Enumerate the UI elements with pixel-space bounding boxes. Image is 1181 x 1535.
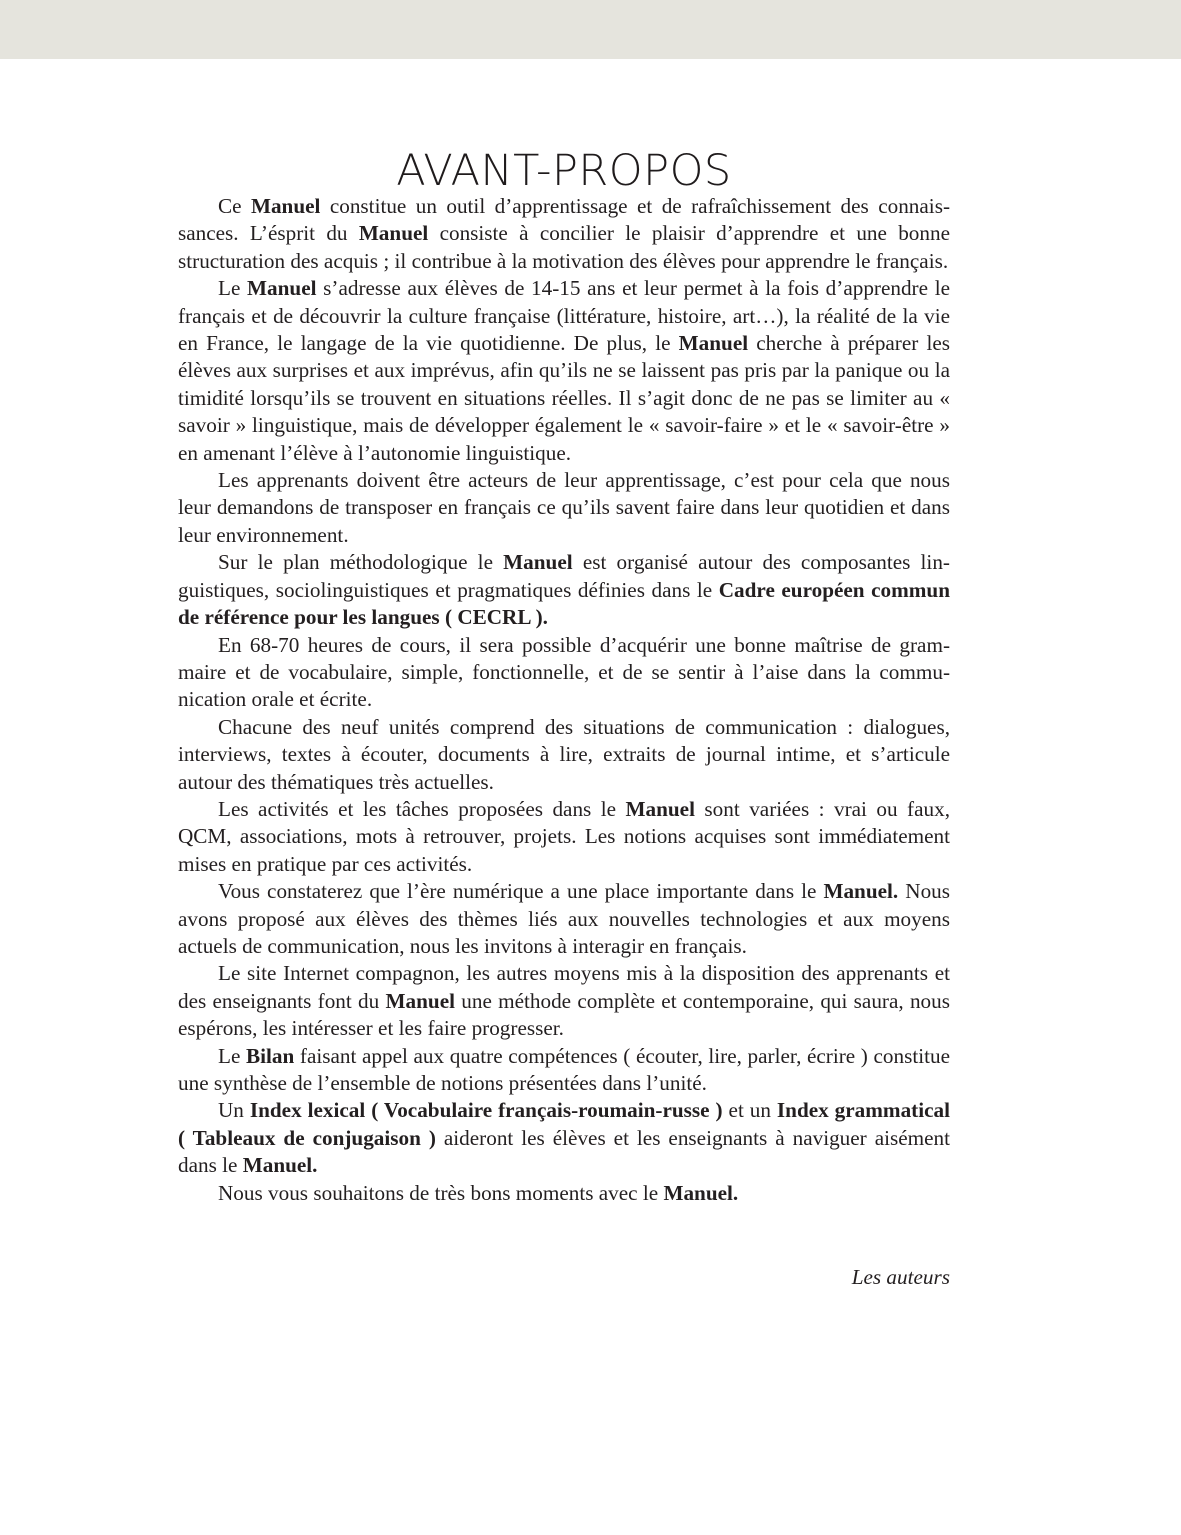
signature: Les auteurs — [851, 1265, 950, 1289]
bold-term: Index grammatical ( Tableaux de conjugaison ) — [178, 1098, 950, 1150]
text-run: Sur le plan méthodologique le — [218, 550, 504, 575]
text-run: Le — [218, 1043, 246, 1068]
bold-term: Manuel — [503, 550, 573, 575]
text-run: s’adresse aux élèves de 14-15 ans et leur permet à la fois d’apprendre le français et de découvrir la culture française (littérature, histoire, art…), la réalité de la vie en France, le langage de la vie quotidienne. De plus, le — [178, 276, 950, 356]
foreword-paragraph — [178, 796, 950, 878]
text-run: est organisé autour des composantes linguistiques, sociolinguistiques et pragmatiques définies dans le — [178, 550, 950, 602]
text-run: Chacune des neuf unités comprend des situations de communication : dialogues, interviews, textes à écouter, documents à lire, extraits de journal intime, et s’articule autour des thématiques très actuelles. — [178, 714, 950, 794]
foreword-paragraph — [178, 1180, 950, 1207]
text-run: Nous vous souhaitons de très bons moments avec le — [218, 1180, 664, 1205]
foreword-paragraph — [178, 467, 950, 549]
text-run: consiste à concilier le plaisir d’apprendre et une bonne structuration des acquis ; il contribue à la motivation des élèves pour apprendre le français. — [178, 221, 950, 273]
bold-term: Manuel. — [242, 1153, 318, 1178]
foreword-paragraph — [178, 878, 950, 960]
foreword-paragraph — [178, 1043, 950, 1098]
page-title: AVANT-PROPOS — [396, 145, 732, 196]
bold-term: Manuel — [678, 331, 749, 356]
bold-term: Cadre européen commun de référence pour les langues ( CECRL ). — [178, 577, 950, 630]
text-run: Les apprenants doivent être acteurs de leur apprentissage, c’est pour cela que nous leur demandons de transposer en français ce qu’ils savent faire dans leur quotidien et dans leur environnement. — [178, 468, 950, 547]
text-run: Le — [218, 276, 248, 301]
top-band — [0, 0, 1181, 59]
bold-term: Bilan — [245, 1043, 295, 1068]
foreword-paragraph — [178, 275, 950, 467]
text-run: Les activités et les tâches proposées dans le — [218, 796, 626, 821]
text-run: cherche à préparer les élèves aux surprises et aux imprévus, afin qu’ils ne se laissent pas pris par la panique ou la timidité lorsqu’ils se trouvent en situations réelles. Il s’agit donc de ne pas se limiter au « savoir » linguistique, mais de développer également le « savoir-faire » et le « savoir-être » en amenant l’élève à l’autonomie linguistique. — [178, 331, 950, 465]
text-run: aideront les élèves et les enseignants à naviguer aisément dans le — [178, 1125, 951, 1178]
text-run: Nous avons proposé aux élèves des thèmes liés aux nouvelles technologies et aux moyens actuels de communication, nous les invitons à interagir en français. — [178, 879, 951, 958]
text-run: Le site Internet compagnon, les autres moyens mis à la disposition des apprenants et des enseignants font du — [178, 961, 950, 1013]
bold-term: Manuel. — [663, 1180, 739, 1205]
text-run: une méthode complète et contemporaine, qui saura, nous espérons, les intéresser et les faire progresser. — [178, 988, 950, 1041]
bold-term: Manuel. — [823, 879, 899, 904]
text-run: et un — [722, 1098, 777, 1123]
bold-term: Manuel — [385, 988, 455, 1013]
foreword-paragraph — [178, 714, 950, 796]
text-run: Un — [218, 1098, 250, 1123]
bold-term: Index lexical ( Vocabulaire français-roumain-russe ) — [249, 1098, 723, 1123]
foreword-paragraph — [178, 193, 950, 275]
foreword-paragraph — [178, 549, 950, 631]
foreword-paragraph — [178, 1097, 950, 1179]
text-run: En 68-70 heures de cours, il sera possible d’acquérir une bonne maîtrise de grammaire et de vocabulaire, simple, fonctionnelle, et de se sentir à l’aise dans la communication orale et écrite. — [178, 632, 950, 712]
foreword-paragraph — [178, 632, 950, 714]
bold-term: Manuel — [358, 221, 429, 246]
text-run: sont variées : vrai ou faux, QCM, associations, mots à retrouver, projets. Les notions acquises sont immédiatement mises en pratique par ces activités. — [178, 796, 950, 876]
bold-term: Manuel — [250, 194, 321, 218]
bold-term: Manuel — [625, 796, 695, 821]
text-run: Ce — [218, 194, 251, 218]
foreword-paragraph — [178, 960, 950, 1042]
foreword-text — [178, 193, 950, 1207]
bold-term: Manuel — [247, 276, 317, 301]
text-run: constitue un outil d’apprentissage et de rafraîchissement des connaissances. L’ésprit du — [178, 194, 950, 246]
text-run: faisant appel aux quatre compétences ( écouter, lire, parler, écrire ) constitue une synthèse de l’ensemble de notions présentées dans l’unité. — [178, 1043, 950, 1095]
text-run: Vous constaterez que l’ère numérique a une place importante dans le — [218, 879, 824, 904]
